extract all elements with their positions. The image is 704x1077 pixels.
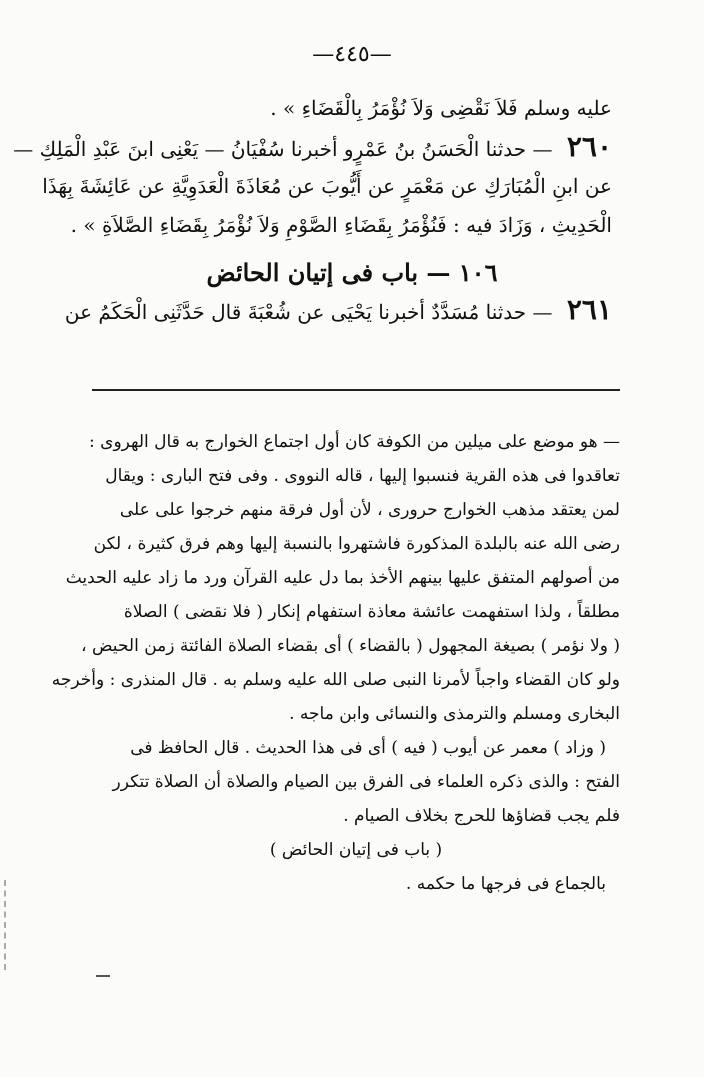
footnote-line: تعاقدوا فى هذه القرية فنسبوا إليها ، قاله النووى . وفى فتح البارى : ويقال <box>105 466 620 486</box>
hadith-line <box>70 211 612 250</box>
footnote-line: ولو كان القضاء واجباً لأمرنا النبى صلى الله عليه وسلم به . قال المنذرى : وأخرجه <box>51 670 620 690</box>
hadith-text-block <box>13 94 612 335</box>
hadith-number: ٢٦١ <box>566 293 612 326</box>
page-number: —٤٤٥— <box>312 42 392 67</box>
margin-dash <box>96 975 110 977</box>
hadith-line <box>13 130 612 172</box>
page-edge-mark <box>4 880 9 970</box>
footnote-line: رضى الله عنه بالبلدة المذكورة فاشتهروا بالنسبة إليها وهم فرق كثيرة ، لكن <box>93 534 620 554</box>
hadith-number: ٢٦٠ <box>566 130 612 163</box>
footnote-line: لمن يعتقد مذهب الخوارج حرورى ، لأن أول فرقة منهم خرجوا على على <box>119 500 620 520</box>
hadith-line-text: الْحَدِيثِ ، وَزَادَ فيه : فَنُؤْمَرُ بِقَضَاءِ الصَّوْمِ وَلاَ نُؤْمَرُ بِقَضَاءِ الصَّلاَةِ » . <box>70 213 612 237</box>
footnote-chapter-heading: ( باب فى إتيان الحائض ) <box>269 840 443 860</box>
hadith-line-text: عن ابنِ الْمُبَارَكِ عن مَعْمَرٍ عن أَيُّوبَ عن مُعَاذَةَ الْعَدَوِيَّةِ عن عَائِشَةَ بِهَذَا <box>42 174 612 198</box>
footnote-line: الفتح : والذى ذكره العلماء فى الفرق بين الصيام والصلاة أن الصلاة تتكرر <box>112 772 620 792</box>
footnote-line: مطلقاً ، ولذا استفهمت عائشة معاذة استفهام إنكار ( فلا نقضى ) الصلاة <box>123 602 620 622</box>
hadith-line-text: — حدثنا مُسَدَّدٌ أخبرنا يَحْيَى عن شُعْبَةَ قال حَدَّثَنِى الْحَكَمُ عن <box>64 300 553 324</box>
hadith-line <box>64 293 612 335</box>
footnote-line: من أصولهم المتفق عليها بينهم الأخذ بما دل عليه القرآن ورد ما زاد عليه الحديث <box>65 568 620 588</box>
chapter-heading: ١٠٦ — باب فى إتيان الحائض <box>206 258 498 287</box>
hadith-line <box>42 172 612 211</box>
hadith-line-text: عليه وسلم فَلاَ نَقْضِى وَلاَ نُؤْمَرُ بِالْقَضَاءِ » . <box>270 96 612 120</box>
footnote-line: ( وزاد ) معمر عن أيوب ( فيه ) أى فى هذا الحديث . قال الحافظ فى <box>130 738 606 758</box>
hadith-line-text: — حدثنا الْحَسَنُ بنُ عَمْرٍو أخبرنا سُفْيَانُ — يَعْنِى ابنَ عَبْدِ الْمَلِكِ — <box>13 137 553 161</box>
footnote-line: فلم يجب قضاؤها للحرج بخلاف الصيام . <box>343 806 620 826</box>
footnotes-block <box>51 430 620 906</box>
hadith-line <box>92 94 612 133</box>
footnote-line: ( ولا نؤمر ) بصيغة المجهول ( بالقضاء ) أى بقضاء الصلاة الفائتة زمن الحيض ، <box>81 636 620 656</box>
footnote-line: بالجماع فى فرجها ما حكمه . <box>405 874 606 894</box>
footnote-divider <box>92 389 620 391</box>
footnote-line: — هو موضع على ميلين من الكوفة كان أول اجتماع الخوارج به قال الهروى : <box>89 432 620 452</box>
footnote-line: البخارى ومسلم والترمذى والنسائى وابن ماجه . <box>289 704 620 724</box>
